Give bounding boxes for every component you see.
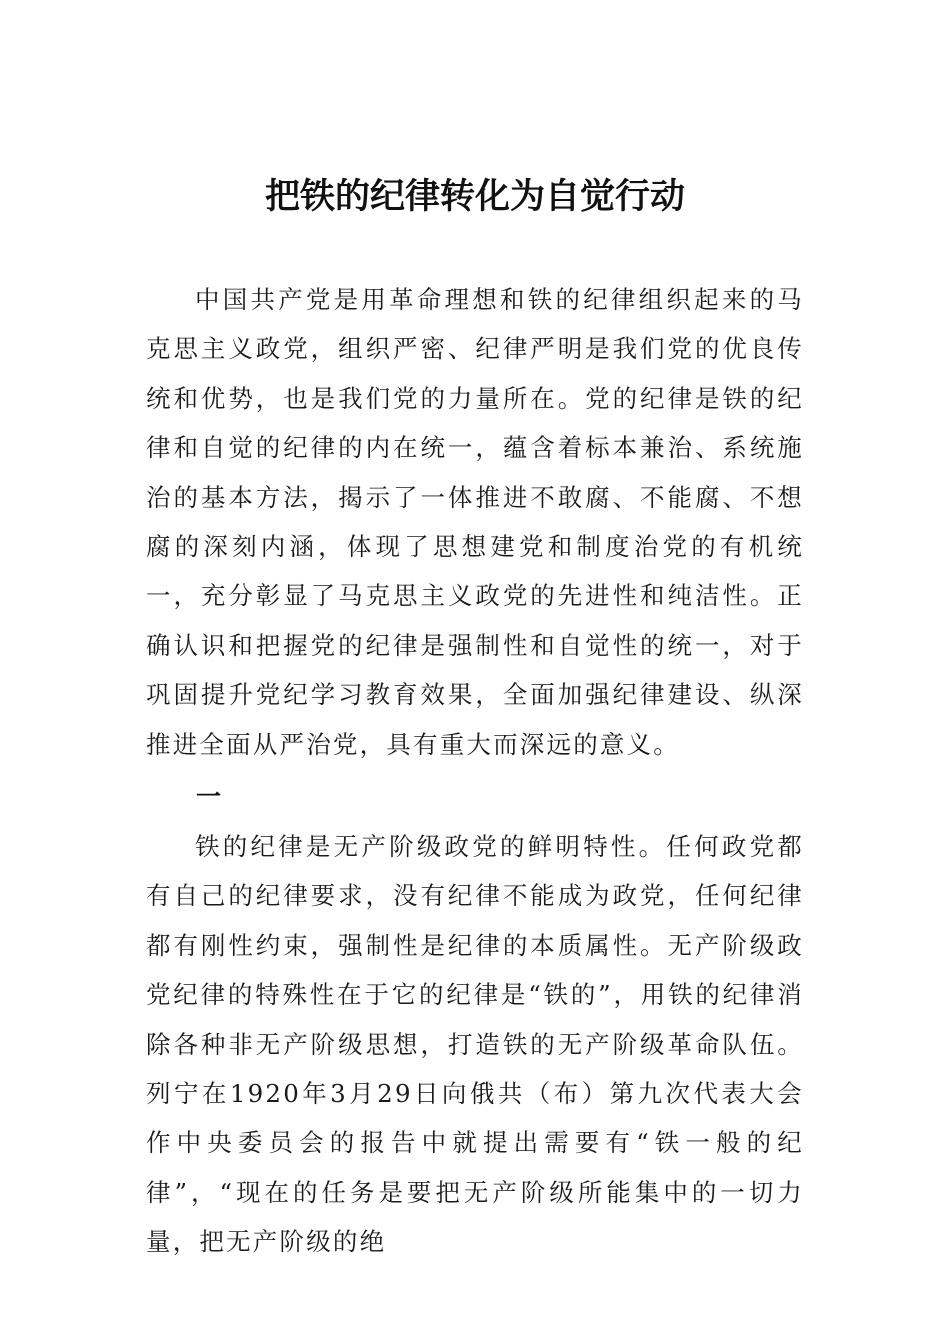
- section-heading-one: 一: [196, 782, 222, 811]
- paragraph-section-one: 铁的纪律是无产阶级政党的鲜明特性。任何政党都有自己的纪律要求，没有纪律不能成为政党，任何纪律都有刚性约束，强制性是纪律的本质属性。无产阶级政党纪律的特殊性在于它的纪律是“铁的”，用铁的纪律消除各种非无产阶级思想，打造铁的无产阶级革命队伍。列宁在1920年3月29日向俄共（布）第九次代表大会作中央委员会的报告中就提出需要有“铁一般的纪律”，“现在的任务是要把无产阶级所能集中的一切力量，把无产阶级的绝: [146, 832, 804, 1257]
- paragraph-intro: 中国共产党是用革命理想和铁的纪律组织起来的马克思主义政党，组织严密、纪律严明是我们党的优良传统和优势，也是我们党的力量所在。党的纪律是铁的纪律和自觉的纪律的内在统一，蕴含着标本兼治、系统施治的基本方法，揭示了一体推进不敢腐、不能腐、不想腐的深刻内涵，体现了思想建党和制度治党的有机统一，充分彰显了马克思主义政党的先进性和纯洁性。正确认识和把握党的纪律是强制性和自觉性的统一，对于巩固提升党纪学习教育效果，全面加强纪律建设、纵深推进全面从严治党，具有重大而深远的意义。: [146, 285, 804, 759]
- document-title: 把铁的纪律转化为自觉行动: [264, 176, 685, 217]
